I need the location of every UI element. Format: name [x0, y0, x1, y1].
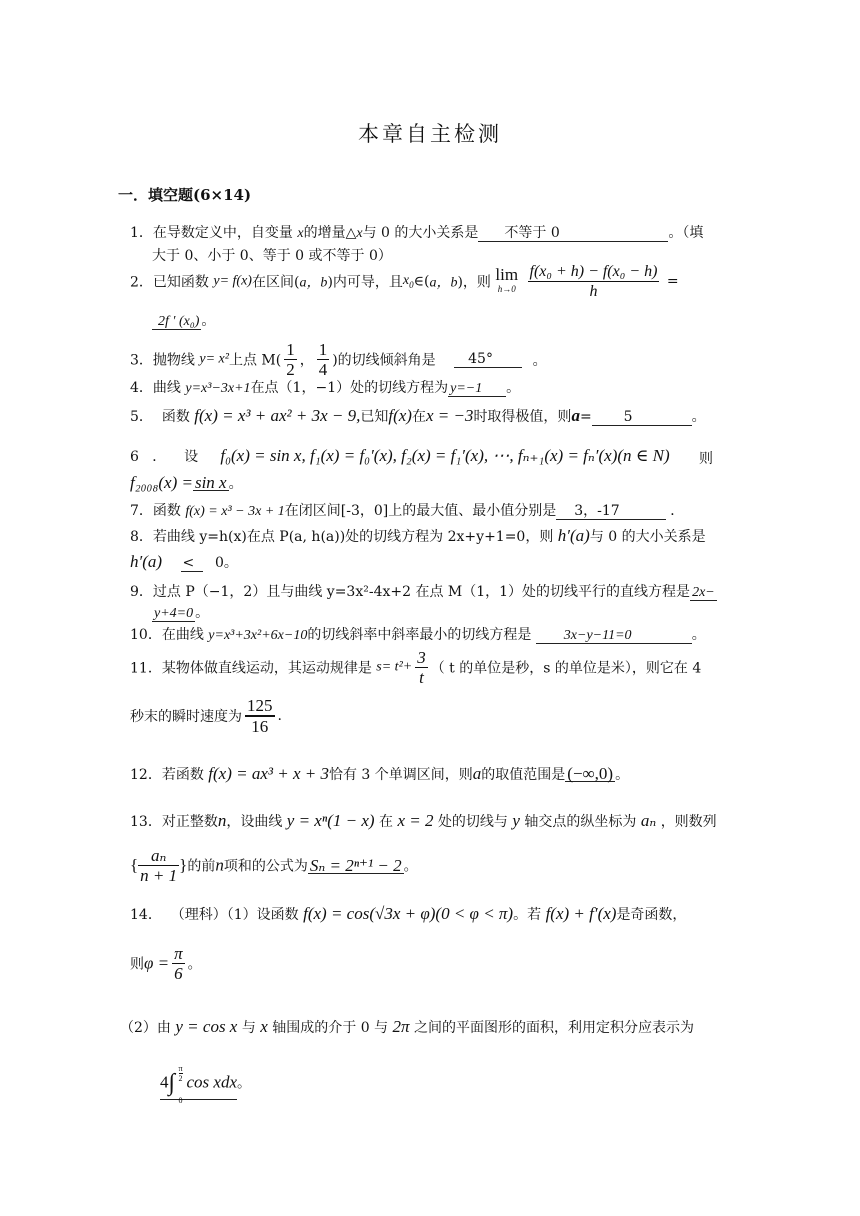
question-14-line2: 则φ = $\frac{\pi}{6}$ 。: [130, 944, 202, 983]
answer-11: 125: [247, 696, 273, 715]
question-12: 12．若函数 f(x) = ax³ + x + 3恰有 3 个单调区间，则a的取值范围是 (−∞,0) 。: [130, 764, 630, 783]
answer-9b: y+4=0: [154, 606, 194, 621]
question-13-line2: { $\frac{\text{aₙ}}{n + 1}$ }的前n项和的公式为 Sₙ = 2ⁿ⁺¹ − 2 。: [130, 846, 418, 885]
section-heading: 一．填空题(6×14): [118, 186, 252, 204]
question-6: 6 ． 设 f₀(x) = sin x, f₁(x) = f₀′(x), f₂(x) = f₁′(x), ⋯, fₙ₊₁(x) = fₙ′(x)(n ∈ N): [130, 446, 670, 465]
question-1: 1．在导数定义中，自变量 x的增量△x与 0 的大小关系是 不等于 0 。（填: [130, 225, 704, 241]
answer-4: y=−1: [448, 381, 506, 397]
question-10: 10．在曲线 y=x³+3x²+6x−10的切线斜率中斜率最小的切线方程是 3x−y−11=0 。: [130, 627, 706, 643]
question-13: 13．对正整数n，设曲线 y = xⁿ(1 − x) 在 x = 2 处的切线与 y 轴交点的纵坐标为 aₙ ，则数列: [130, 811, 717, 830]
question-3: 3．抛物线 y= x²上点 M( $\frac{1}{2}$ ， $\frac{1}{4}$ )的切线倾斜角是 45° 。: [130, 340, 547, 379]
answer-1: 不等于 0: [478, 226, 668, 242]
answer-9a: 2x−: [692, 585, 715, 600]
answer-5: 5: [592, 410, 692, 426]
answer-3: 45°: [454, 352, 522, 368]
question-5: 5． 函数 f(x) = x³ + ax² + 3x − 9,已知f(x)在x = −3时取得极值，则a= 5 。: [130, 406, 706, 425]
answer-6: sin x: [194, 473, 227, 492]
answer-7: 3，-17: [556, 504, 666, 520]
answer-14b: 4∫ π 2 0 cos xdx。: [160, 1064, 252, 1105]
question-9-line2: y+4=0 。: [154, 605, 210, 621]
question-14-part2: （2）由 y = cos x 与 x 轴围成的介于 0 与 2π 之间的平面图形的面积，利用定积分应表示为: [120, 1017, 695, 1036]
question-9: 9．过点 P（−1，2）且与曲线 y=3x²-4x+2 在点 M（1，1）处的切线平行的直线方程是 2x−: [130, 584, 715, 600]
question-4: 4．曲线 y=x³−3x+1在点（1，−1）处的切线方程为 y=−1 。: [130, 380, 521, 396]
question-6-ze: 则: [699, 451, 713, 467]
question-8: 8．若曲线 y=h(x)在点 P(a, h(a))处的切线方程为 2x+y+1=0，则 h′(a)与 0 的大小关系是: [130, 526, 706, 545]
answer-12: (−∞,0): [567, 764, 614, 783]
question-8-line2: h′(a) < 0。: [130, 552, 238, 571]
question-7: 7．函数 f(x) = x³ − 3x + 1在闭区间[-3，0]上的最大值、最小值分别是 3，-17 ．: [130, 503, 685, 519]
answer-13: Sₙ = 2ⁿ⁺¹ − 2: [309, 855, 402, 875]
answer-8: <: [181, 556, 203, 572]
question-2: 2．已知函数 y= f(x)在区间(a，b)内可导，且$x_0\in(a$，b)，则 lim h→0 $\frac{\text{f(x₀ + h) − f(x₀ − h)}}{h}$ =: [130, 263, 679, 300]
question-11-line2: 秒末的瞬时速度为 $\frac{125}{16}$ .: [130, 696, 282, 736]
answer-14a: π: [174, 944, 183, 963]
answer-10: 3x−y−11=0: [536, 628, 692, 644]
question-6-line2: f₂₀₀₈(x) = sin x 。: [130, 473, 243, 492]
answer-2: 2f ′ (x₀): [152, 314, 201, 330]
question-11: 11．某物体做直线运动，其运动规律是 s= t²+ $\frac{3}{t}$ （ t 的单位是秒，s 的单位是米），则它在 4: [130, 648, 702, 687]
page-title: 本章自主检测: [358, 122, 502, 146]
question-14: 14． （理科）（1）设函数 f(x) = cos(√3x + φ)(0 < φ < π)。若 f(x) + f′(x)是奇函数，: [130, 904, 687, 923]
question-2-line2: 2f ′ (x₀) 。: [152, 310, 215, 330]
question-1-line2: 大于 0、小于 0、等于 0 或不等于 0）: [152, 248, 392, 264]
